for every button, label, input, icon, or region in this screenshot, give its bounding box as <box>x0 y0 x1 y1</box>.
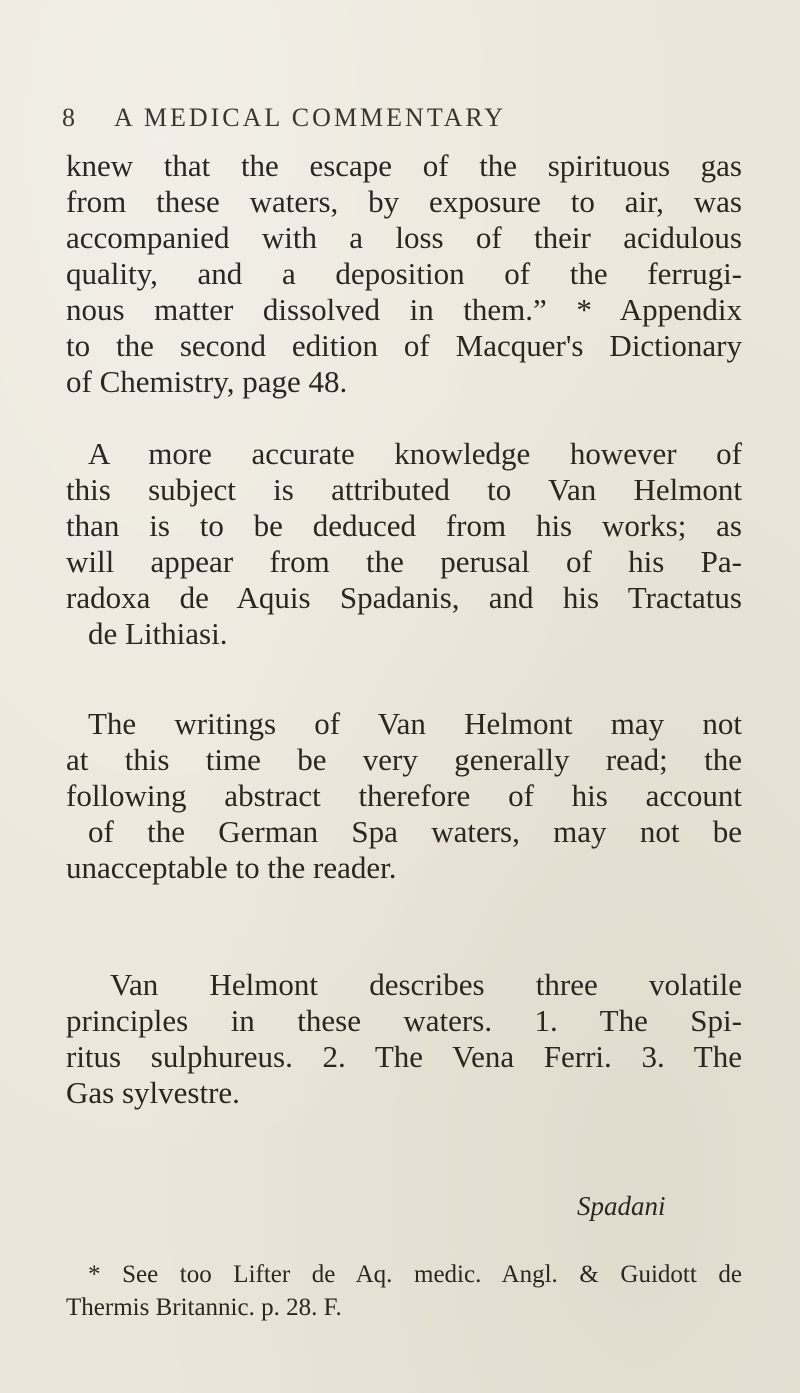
text-line: Van Helmont describes three volatile <box>110 967 742 1002</box>
text-line: of the German Spa waters, may not be <box>88 814 742 849</box>
text-line: to the second edition of Macquer's Dictionary <box>66 328 742 363</box>
text-line: unacceptable to the reader. <box>66 850 397 885</box>
text-line: following abstract therefore of his account <box>66 778 742 813</box>
text-line: radoxa de Aquis Spadanis, and his Tractatus <box>66 580 742 615</box>
text-line: this subject is attributed to Van Helmont <box>66 472 742 507</box>
running-header <box>62 103 762 133</box>
text-line: de Lithiasi. <box>88 616 228 651</box>
text-line: principles in these waters. 1. The Spi- <box>66 1003 742 1038</box>
text-line: from these waters, by exposure to air, was <box>66 184 742 219</box>
text-line: will appear from the perusal of his Pa- <box>66 544 742 579</box>
footnote <box>66 1258 742 1324</box>
text-line: quality, and a deposition of the ferrugi- <box>66 256 742 291</box>
paragraph-4 <box>66 967 742 1111</box>
paragraph-1 <box>66 148 742 400</box>
page-number: 8 <box>62 103 78 132</box>
text-line: than is to be deduced from his works; as <box>66 508 742 543</box>
text-line: A more accurate knowledge however of <box>88 436 742 471</box>
text-line: The writings of Van Helmont may not <box>88 706 742 741</box>
text-line: at this time be very generally read; the <box>66 742 742 777</box>
text-line: knew that the escape of the spirituous gas <box>66 148 742 183</box>
paragraph-3 <box>66 706 742 886</box>
catchword: Spadani <box>577 1191 666 1221</box>
text-line: ritus sulphureus. 2. The Vena Ferri. 3. The <box>66 1039 742 1074</box>
running-title: A MEDICAL COMMENTARY <box>114 103 507 132</box>
footnote-line: Thermis Britannic. p. 28. F. <box>66 1294 342 1321</box>
text-line: Gas sylvestre. <box>66 1075 240 1110</box>
footnote-line: * See too Lifter de Aq. medic. Angl. & Guidott de <box>88 1261 742 1288</box>
paragraph-2 <box>66 436 742 652</box>
text-line: nous matter dissolved in them.” * Appendix <box>66 292 742 327</box>
text-line: of Chemistry, page 48. <box>66 364 348 399</box>
text-line: accompanied with a loss of their acidulous <box>66 220 742 255</box>
